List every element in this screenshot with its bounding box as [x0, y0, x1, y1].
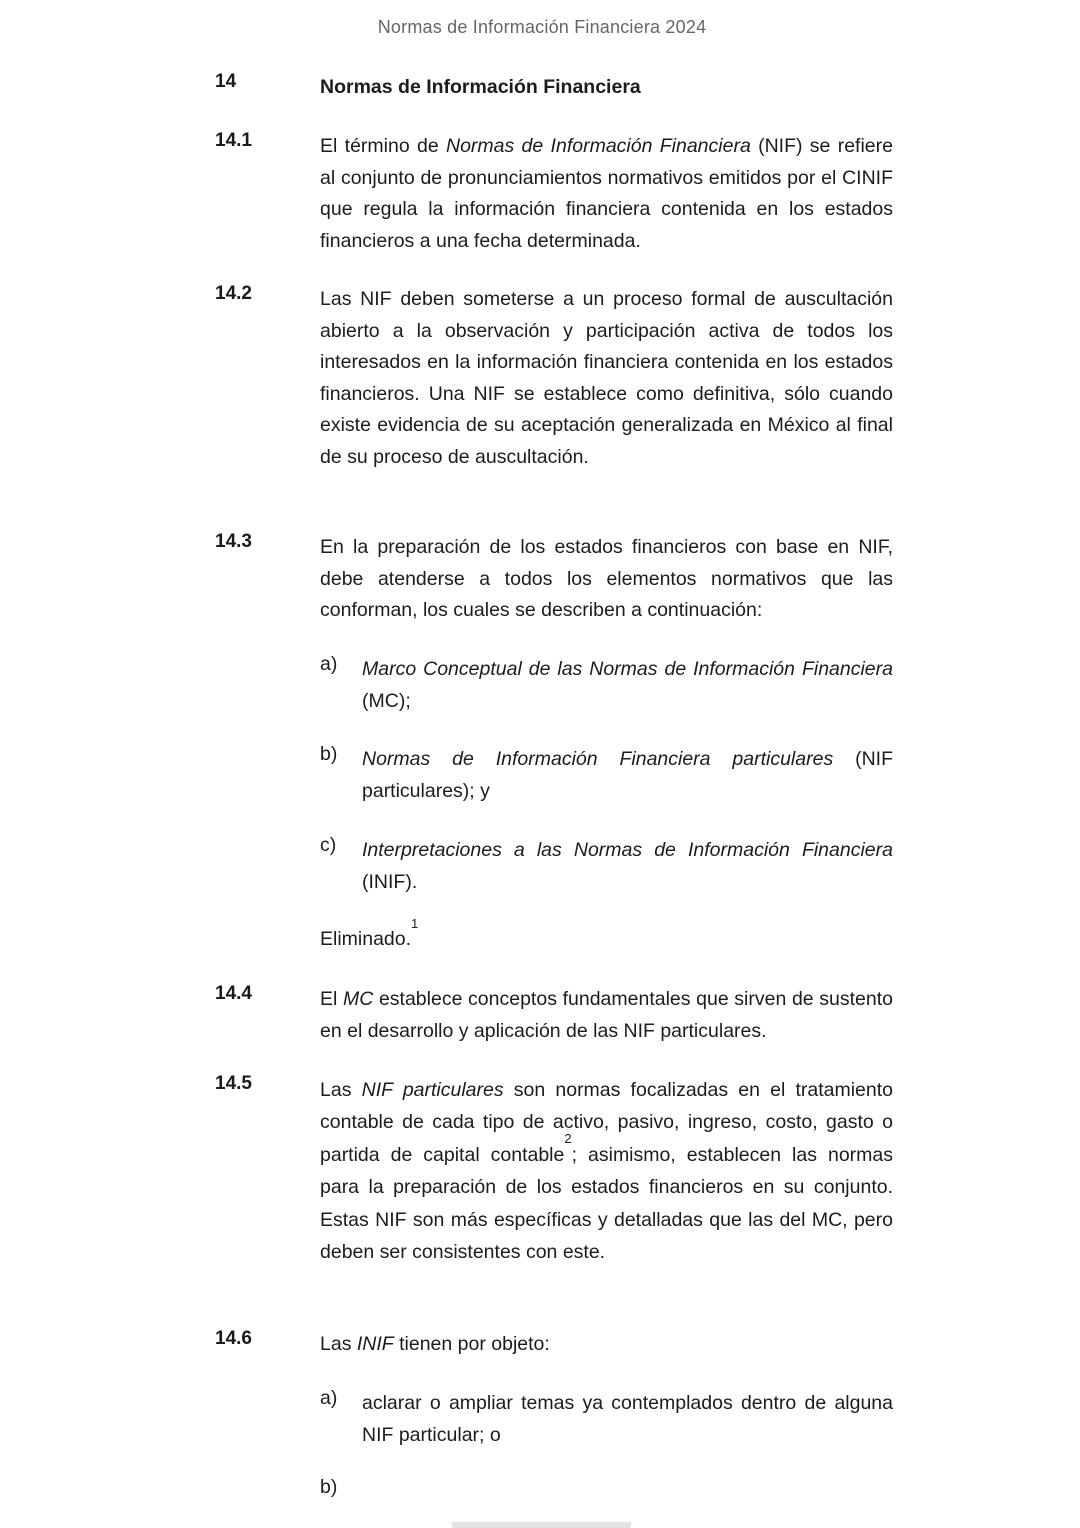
text: (MC); [362, 689, 411, 712]
list-label: b) [320, 743, 338, 765]
scroll-indicator[interactable] [452, 1522, 631, 1528]
text: Las [320, 1333, 357, 1355]
section-number: 14.2 [215, 283, 252, 304]
section-number: 14.1 [215, 130, 252, 151]
section-number: 14.5 [215, 1073, 252, 1094]
paragraph-14-6 [320, 1329, 893, 1361]
list-label: c) [320, 834, 337, 856]
list-label: a) [320, 1387, 338, 1409]
list-text: aclarar o ampliar temas ya contemplados dentro de alguna NIF particular; o [362, 1392, 893, 1446]
italic-text: INIF [356, 1333, 394, 1355]
section-number: 14.6 [215, 1328, 252, 1349]
text: son normas focalizadas en el tratamiento contable de cada tipo de activo, pasivo, ingreso, costo, gasto o partida de capital contable [320, 1079, 893, 1166]
text: tienen por objeto: [393, 1333, 550, 1355]
list-item [320, 744, 893, 807]
text: El término de [320, 135, 446, 157]
text: Eliminado. [320, 928, 412, 950]
paragraph-14-4 [320, 984, 893, 1047]
footnote-ref[interactable]: 1 [411, 916, 419, 931]
section-title: Normas de Información Financiera [320, 76, 641, 98]
italic-text: Normas de Información Financiera particulares [362, 748, 834, 770]
italic-text: Marco Conceptual de las Normas de Información Financiera [362, 658, 893, 680]
paragraph-14-2: Las NIF deben someterse a un proceso formal de auscultación abierto a la observación y participación activa de todos los interesados en la información financiera contenida en los estados financieros. Una NIF se establece como definitiva, sólo cuando existe evidencia de su aceptación generalizada en México al final de su proceso de auscultación. [320, 288, 893, 468]
italic-text: Normas de Información Financiera [445, 135, 751, 157]
list-label: b) [320, 1476, 338, 1498]
list-item [320, 835, 893, 898]
section-number: 14.4 [215, 983, 252, 1004]
text: Las [320, 1079, 362, 1101]
text: ; asimismo, establecen las normas para la preparación de los estados financieros en su conjunto. Estas NIF son más específicas y detalladas que las del MC, pero deben ser consistentes con este. [320, 1143, 893, 1264]
paragraph-14-1 [320, 131, 893, 257]
eliminado-note [320, 916, 893, 956]
italic-text: MC [342, 988, 374, 1010]
section-number: 14.3 [215, 531, 252, 552]
footnote-ref[interactable]: 2 [564, 1130, 572, 1146]
italic-text: Interpretaciones a las Normas de Información Financiera [362, 839, 893, 861]
section-number: 14 [215, 71, 237, 92]
list-label: a) [320, 653, 338, 675]
paragraph-14-5 [320, 1074, 893, 1268]
list-item [320, 654, 893, 717]
text: El [320, 988, 343, 1010]
text: (NIF) se refiere al conjunto de pronunciamientos normativos emitidos por el CINIF que regula la información financiera contenida en los estados financieros a una fecha determinada. [320, 135, 893, 252]
text: (NIF particulares); y [362, 748, 893, 802]
paragraph-14-3: En la preparación de los estados financieros con base en NIF, debe atenderse a todos los elementos normativos que las conforman, los cuales se describen a continuación: [320, 536, 893, 622]
text: (INIF). [362, 870, 418, 893]
page-header: Normas de Información Financiera 2024 [377, 17, 707, 37]
list-item [320, 1388, 893, 1451]
text: establece conceptos fundamentales que sirven de sustento en el desarrollo y aplicación de las NIF particulares. [320, 988, 893, 1042]
italic-text: NIF particulares [361, 1079, 504, 1101]
